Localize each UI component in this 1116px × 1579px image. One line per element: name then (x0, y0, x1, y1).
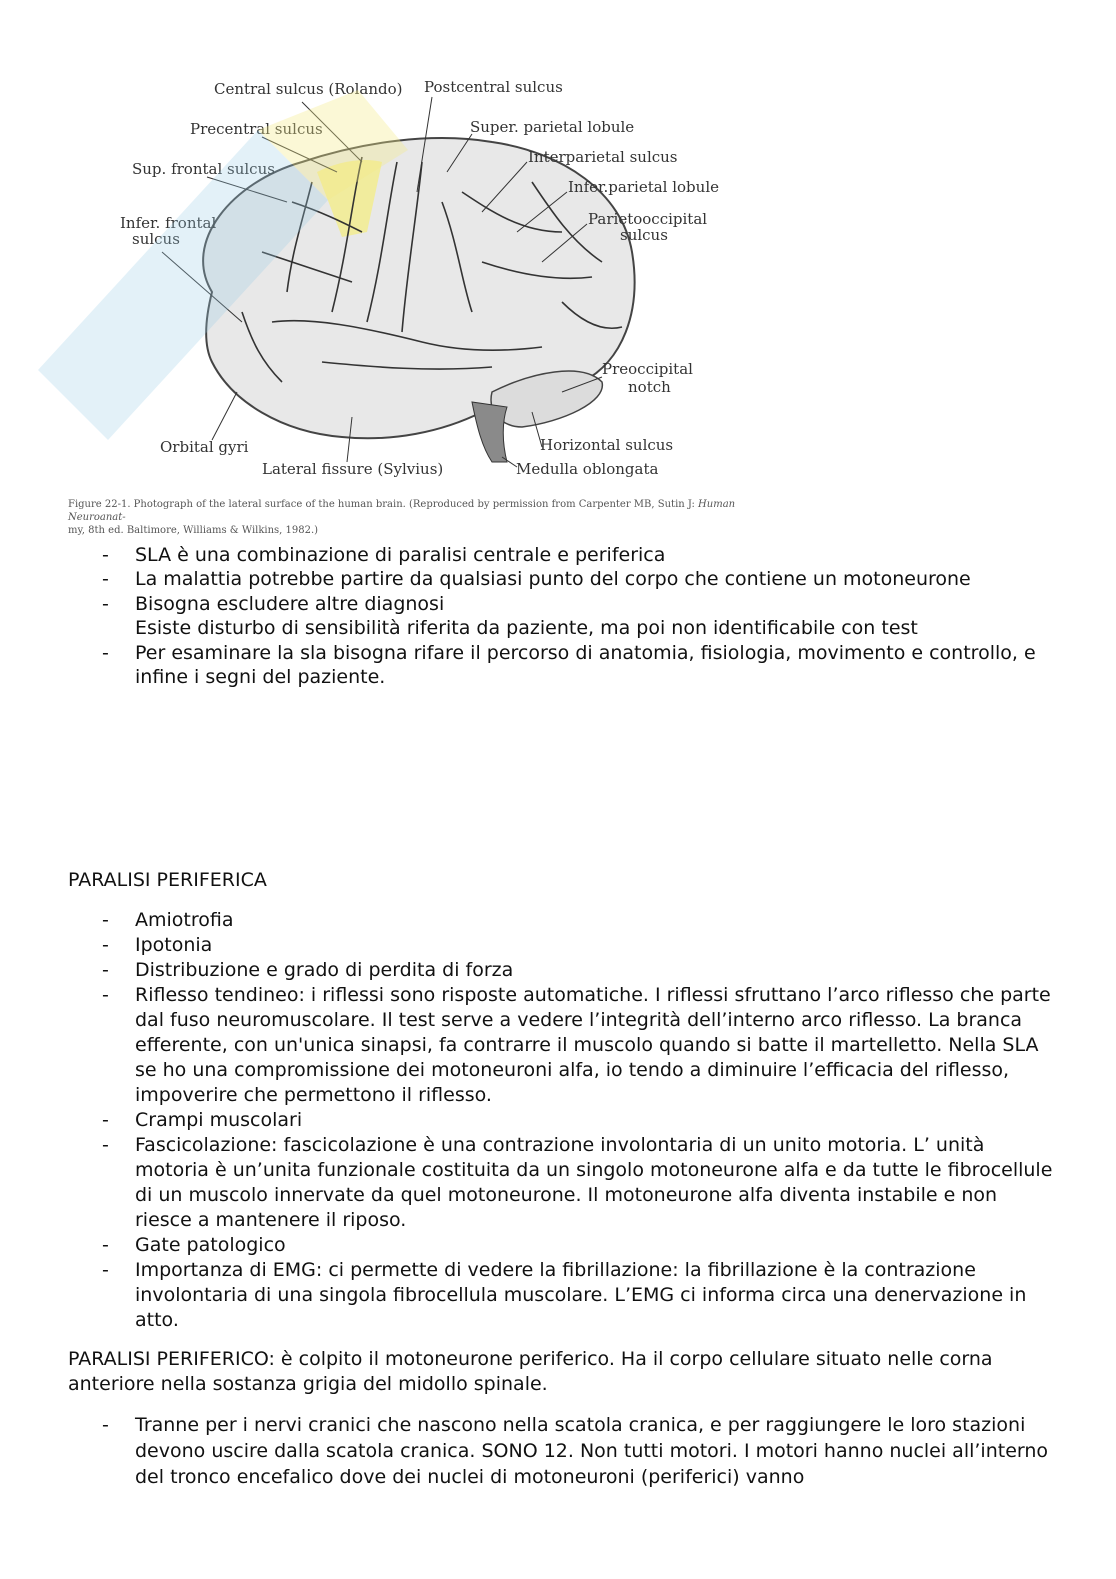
label-lateral-fissure: Lateral fissure (Sylvius) (262, 460, 444, 478)
caption-text: Figure 22-1. Photograph of the lateral surface of the human brain. (Reproduced by permission from Carpenter MB, Sutin J: (68, 499, 699, 510)
label-sup-frontal-sulcus: Sup. frontal sulcus (132, 160, 275, 178)
label-infer-frontal-sulcus: Infer. frontal (120, 214, 217, 232)
label-precentral-sulcus: Precentral sulcus (190, 120, 323, 138)
list-item: - Amiotrofia (68, 908, 1058, 933)
caption-italic: Human Neuroanat- (68, 499, 736, 523)
brain-figure (62, 62, 782, 532)
label-parietooccipital-sulcus-2: sulcus (620, 226, 668, 244)
medulla (472, 402, 507, 462)
label-preoccipital-notch-2: notch (628, 378, 671, 396)
list-item: - Ipotonia (68, 933, 1058, 958)
cranial-nerves-list (68, 1412, 1058, 1490)
list-item: - Importanza di EMG: ci permette di vedere la fibrillazione: la fibrillazione è la contrazione involontaria di una singola fibrocellula muscolare. L’EMG ci informa circa una denervazione in atto. (68, 1258, 1058, 1333)
list-item: - Crampi muscolari (68, 1108, 1058, 1133)
list-item: - Tranne per i nervi cranici che nascono nella scatola cranica, e per raggiungere le loro stazioni devono uscire dalla scatola cranica. SONO 12. Non tutti motori. I motori hanno nuclei all’interno del tronco encefalico dove dei nuclei di motoneuroni (periferici) vanno (68, 1412, 1058, 1490)
paralisi-periferica-list (68, 908, 1058, 1333)
section-heading: PARALISI PERIFERICA (68, 869, 267, 891)
list-item-continuation: Esiste disturbo di sensibilità riferita da paziente, ma poi non identificabile con test (135, 617, 918, 640)
label-preoccipital-notch: Preoccipital (602, 360, 693, 378)
label-parietooccipital-sulcus: Parietooccipital (588, 210, 708, 228)
list-item: - Distribuzione e grado di perdita di forza (68, 958, 1058, 983)
list-item: - SLA è una combinazione di paralisi centrale e periferica (68, 543, 1058, 567)
label-inferparietal-lobule: Infer.parietal lobule (568, 178, 719, 196)
list-item: - Per esaminare la sla bisogna rifare il percorso di anatomia, fisiologia, movimento e controllo, e infine i segni del paziente. (68, 641, 1058, 690)
list-item: - Gate patologico (68, 1233, 1058, 1258)
label-orbital-gyri: Orbital gyri (160, 438, 249, 456)
paragraph-periferico: PARALISI PERIFERICO: è colpito il motoneurone periferico. Ha il corpo cellulare situato nelle corna anteriore nella sostanza grigia del midollo spinale. (68, 1348, 993, 1395)
label-horizontal-sulcus: Horizontal sulcus (540, 436, 674, 454)
list-item: - Fascicolazione: fascicolazione è una contrazione involontaria di un unito motoria. L’ unità motoria è un’unita funzionale costituita da un singolo motoneurone alfa e da tutte le fibrocellule di un muscolo innervate da quel motoneurone. Il motoneurone alfa diventa instabile e non riesce a mantenere il riposo. (68, 1133, 1058, 1233)
figure-caption (68, 498, 788, 537)
label-super-parietal-lobule: Super. parietal lobule (470, 118, 635, 136)
label-central-sulcus: Central sulcus (Rolando) (214, 80, 403, 98)
brain-illustration (62, 62, 782, 502)
caption-text-2: my, 8th ed. Baltimore, Williams & Wilkins, 1982.) (68, 525, 319, 536)
label-medulla-oblongata: Medulla oblongata (516, 460, 659, 478)
list-item: - Riflesso tendineo: i riflessi sono risposte automatiche. I riflessi sfruttano l’arco riflesso che parte dal fuso neuromuscolare. Il test serve a vedere l’integrità dell’interno arco riflesso. La branca efferente, con un'unica sinapsi, fa contrarre il muscolo quando si batte il martelletto. Nella SLA se ho una compromissione dei motoneuroni alfa, io tendo a diminuire l’efficacia del riflesso, impoverire che permettono il riflesso. (68, 983, 1058, 1108)
sla-intro-list (68, 543, 1058, 689)
list-item: - Bisogna escludere altre diagnosi (68, 592, 1058, 616)
label-interparietal-sulcus: Interparietal sulcus (528, 148, 678, 166)
label-postcentral-sulcus: Postcentral sulcus (424, 78, 563, 96)
list-item: - La malattia potrebbe partire da qualsiasi punto del corpo che contiene un motoneurone (68, 567, 1058, 591)
label-infer-frontal-sulcus-2: sulcus (132, 230, 180, 248)
